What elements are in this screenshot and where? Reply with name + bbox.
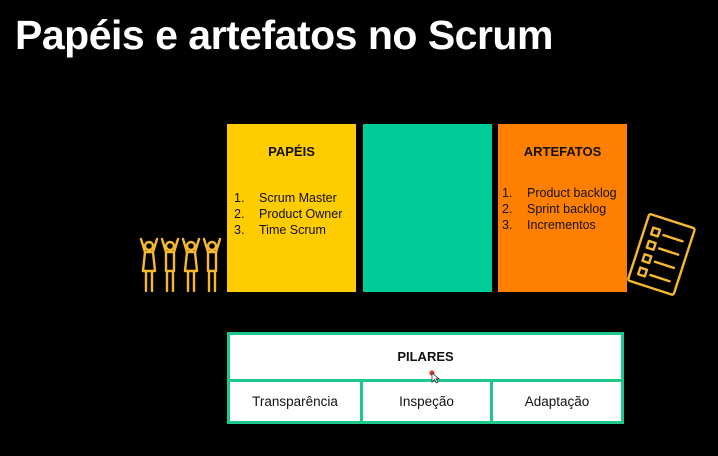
checklist-icon [625, 210, 701, 302]
role-label: Product Owner [259, 207, 343, 221]
artifacts-list-item: 3. Incrementos [502, 218, 596, 232]
artifact-label: Product backlog [527, 186, 617, 200]
roles-list-item: 3. Time Scrum [234, 223, 326, 237]
artifacts-list-item: 2. Sprint backlog [502, 202, 607, 216]
pillars-heading: PILARES [230, 335, 621, 379]
artifacts-list [502, 185, 617, 233]
artifact-label: Incrementos [527, 218, 596, 232]
pillar-transparency: Transparência [230, 382, 360, 421]
artifacts-column [498, 124, 627, 292]
roles-heading: PAPÉIS [268, 144, 315, 159]
pillar-inspection: Inspeção [363, 382, 490, 421]
pillar-adaptation: Adaptação [493, 382, 621, 421]
pillars-table [227, 332, 624, 424]
roles-list [234, 190, 342, 238]
roles-list-item: 2. Product Owner [234, 207, 343, 221]
team-people-icon [138, 237, 224, 293]
roles-list-item: 1. Scrum Master [234, 191, 337, 205]
artifact-label: Sprint backlog [527, 202, 607, 216]
artifacts-heading: ARTEFATOS [523, 144, 602, 159]
roles-column [227, 124, 356, 292]
role-label: Scrum Master [259, 191, 337, 205]
artifacts-list-item: 1. Product backlog [502, 186, 617, 200]
middle-column [363, 124, 492, 292]
slide-title: Papéis e artefatos no Scrum [15, 12, 553, 58]
role-label: Time Scrum [259, 223, 326, 237]
mouse-pointer-icon [429, 370, 441, 384]
